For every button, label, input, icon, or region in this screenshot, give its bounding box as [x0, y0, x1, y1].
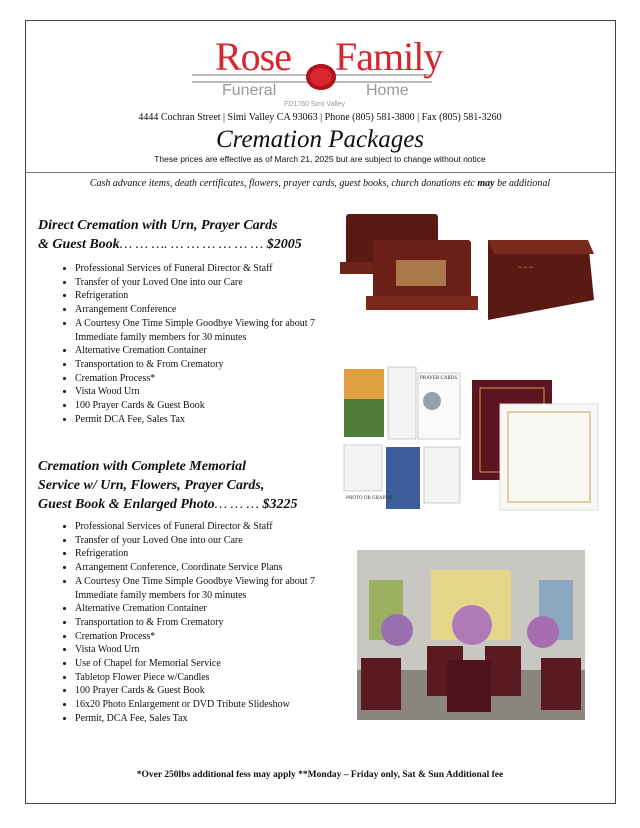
rose-icon	[306, 64, 336, 90]
page-title: Cremation Packages	[215, 126, 425, 153]
logo-home: Home	[366, 82, 409, 99]
list-item: • Arrangement Conference, Coordinate Service Plans	[75, 561, 325, 575]
license-number: FD1760 Simi Valley	[284, 101, 345, 108]
address-line: 4444 Cochran Street | Simi Valley CA 93063 | Phone (805) 581-3800 | Fax (805) 581-3260	[138, 112, 502, 123]
footer-notes: *Over 250lbs additional fess may apply **Monday – Friday only, Sat & Sun Additional fee	[136, 770, 504, 780]
logo-funeral: Funeral	[222, 82, 277, 99]
logo-word-rose: Rose	[215, 34, 291, 79]
list-item: • Transportation to & From Crematory	[75, 358, 325, 372]
list-item: • 16x20 Photo Enlargement or DVD Tribute Slideshow	[75, 698, 325, 712]
package-1-items	[55, 262, 325, 426]
chapel-photo	[357, 550, 585, 720]
logo-word-family: Family	[335, 34, 443, 79]
svg-text:~ ~ ~: ~ ~ ~	[518, 264, 533, 272]
divider	[25, 172, 615, 173]
list-item: • 100 Prayer Cards & Guest Book	[75, 399, 325, 413]
prayer-cards-photo	[342, 365, 464, 513]
package-2-items	[55, 520, 325, 726]
list-item: • Permit DCA Fee, Sales Tax	[75, 413, 325, 427]
list-item: • Transfer of your Loved One into our Care	[75, 534, 325, 548]
effective-date-note: These prices are effective as of March 21, 2025 but are subject to change without notice	[154, 154, 486, 164]
list-item: • Alternative Cremation Container	[75, 344, 325, 358]
urns-photo	[338, 210, 600, 332]
prayer-cards-label: PRAYER CARDS	[420, 376, 458, 381]
list-item: • Use of Chapel for Memorial Service	[75, 657, 325, 671]
list-item: • Cremation Process*	[75, 372, 325, 386]
list-item: • Arrangement Conference	[75, 303, 325, 317]
list-item: • A Courtesy One Time Simple Goodbye Viewing for about 7 Immediate family members for 30 minutes	[75, 317, 325, 344]
list-item: • Transfer of your Loved One into our Care	[75, 276, 325, 290]
package-1-price: $2005	[266, 237, 302, 252]
list-item: • Professional Services of Funeral Director & Staff	[75, 262, 325, 276]
list-item: • Vista Wood Urn	[75, 643, 325, 657]
photo-label: PHOTO OR GRAPHIC	[346, 496, 394, 501]
list-item: • Cremation Process*	[75, 630, 325, 644]
list-item: • Permit, DCA Fee, Sales Tax	[75, 712, 325, 726]
list-item: • Alternative Cremation Container	[75, 602, 325, 616]
list-item: • Transportation to & From Crematory	[75, 616, 325, 630]
list-item: • Refrigeration	[75, 547, 325, 561]
additional-costs-note: Cash advance items, death certificates, flowers, prayer cards, guest books, church donations etc may be additional	[89, 178, 551, 189]
package-1-title: Direct Cremation with Urn, Prayer Cards & Guest Book… … …. … … … … … … $2005	[38, 218, 302, 252]
list-item: • Tabletop Flower Piece w/Candles	[75, 671, 325, 685]
guest-books-photo	[470, 378, 600, 513]
list-item: • Refrigeration	[75, 289, 325, 303]
package-2-price: $3225	[262, 497, 298, 512]
list-item: • Professional Services of Funeral Director & Staff	[75, 520, 325, 534]
list-item: • Vista Wood Urn	[75, 385, 325, 399]
list-item: • A Courtesy One Time Simple Goodbye Viewing for about 7 Immediate family members for 30 minutes	[75, 575, 325, 602]
package-2-title: Cremation with Complete Memorial Service w/ Urn, Flowers, Prayer Cards, Guest Book & Enlarged Photo… … … $3225	[38, 459, 298, 512]
list-item: • 100 Prayer Cards & Guest Book	[75, 684, 325, 698]
